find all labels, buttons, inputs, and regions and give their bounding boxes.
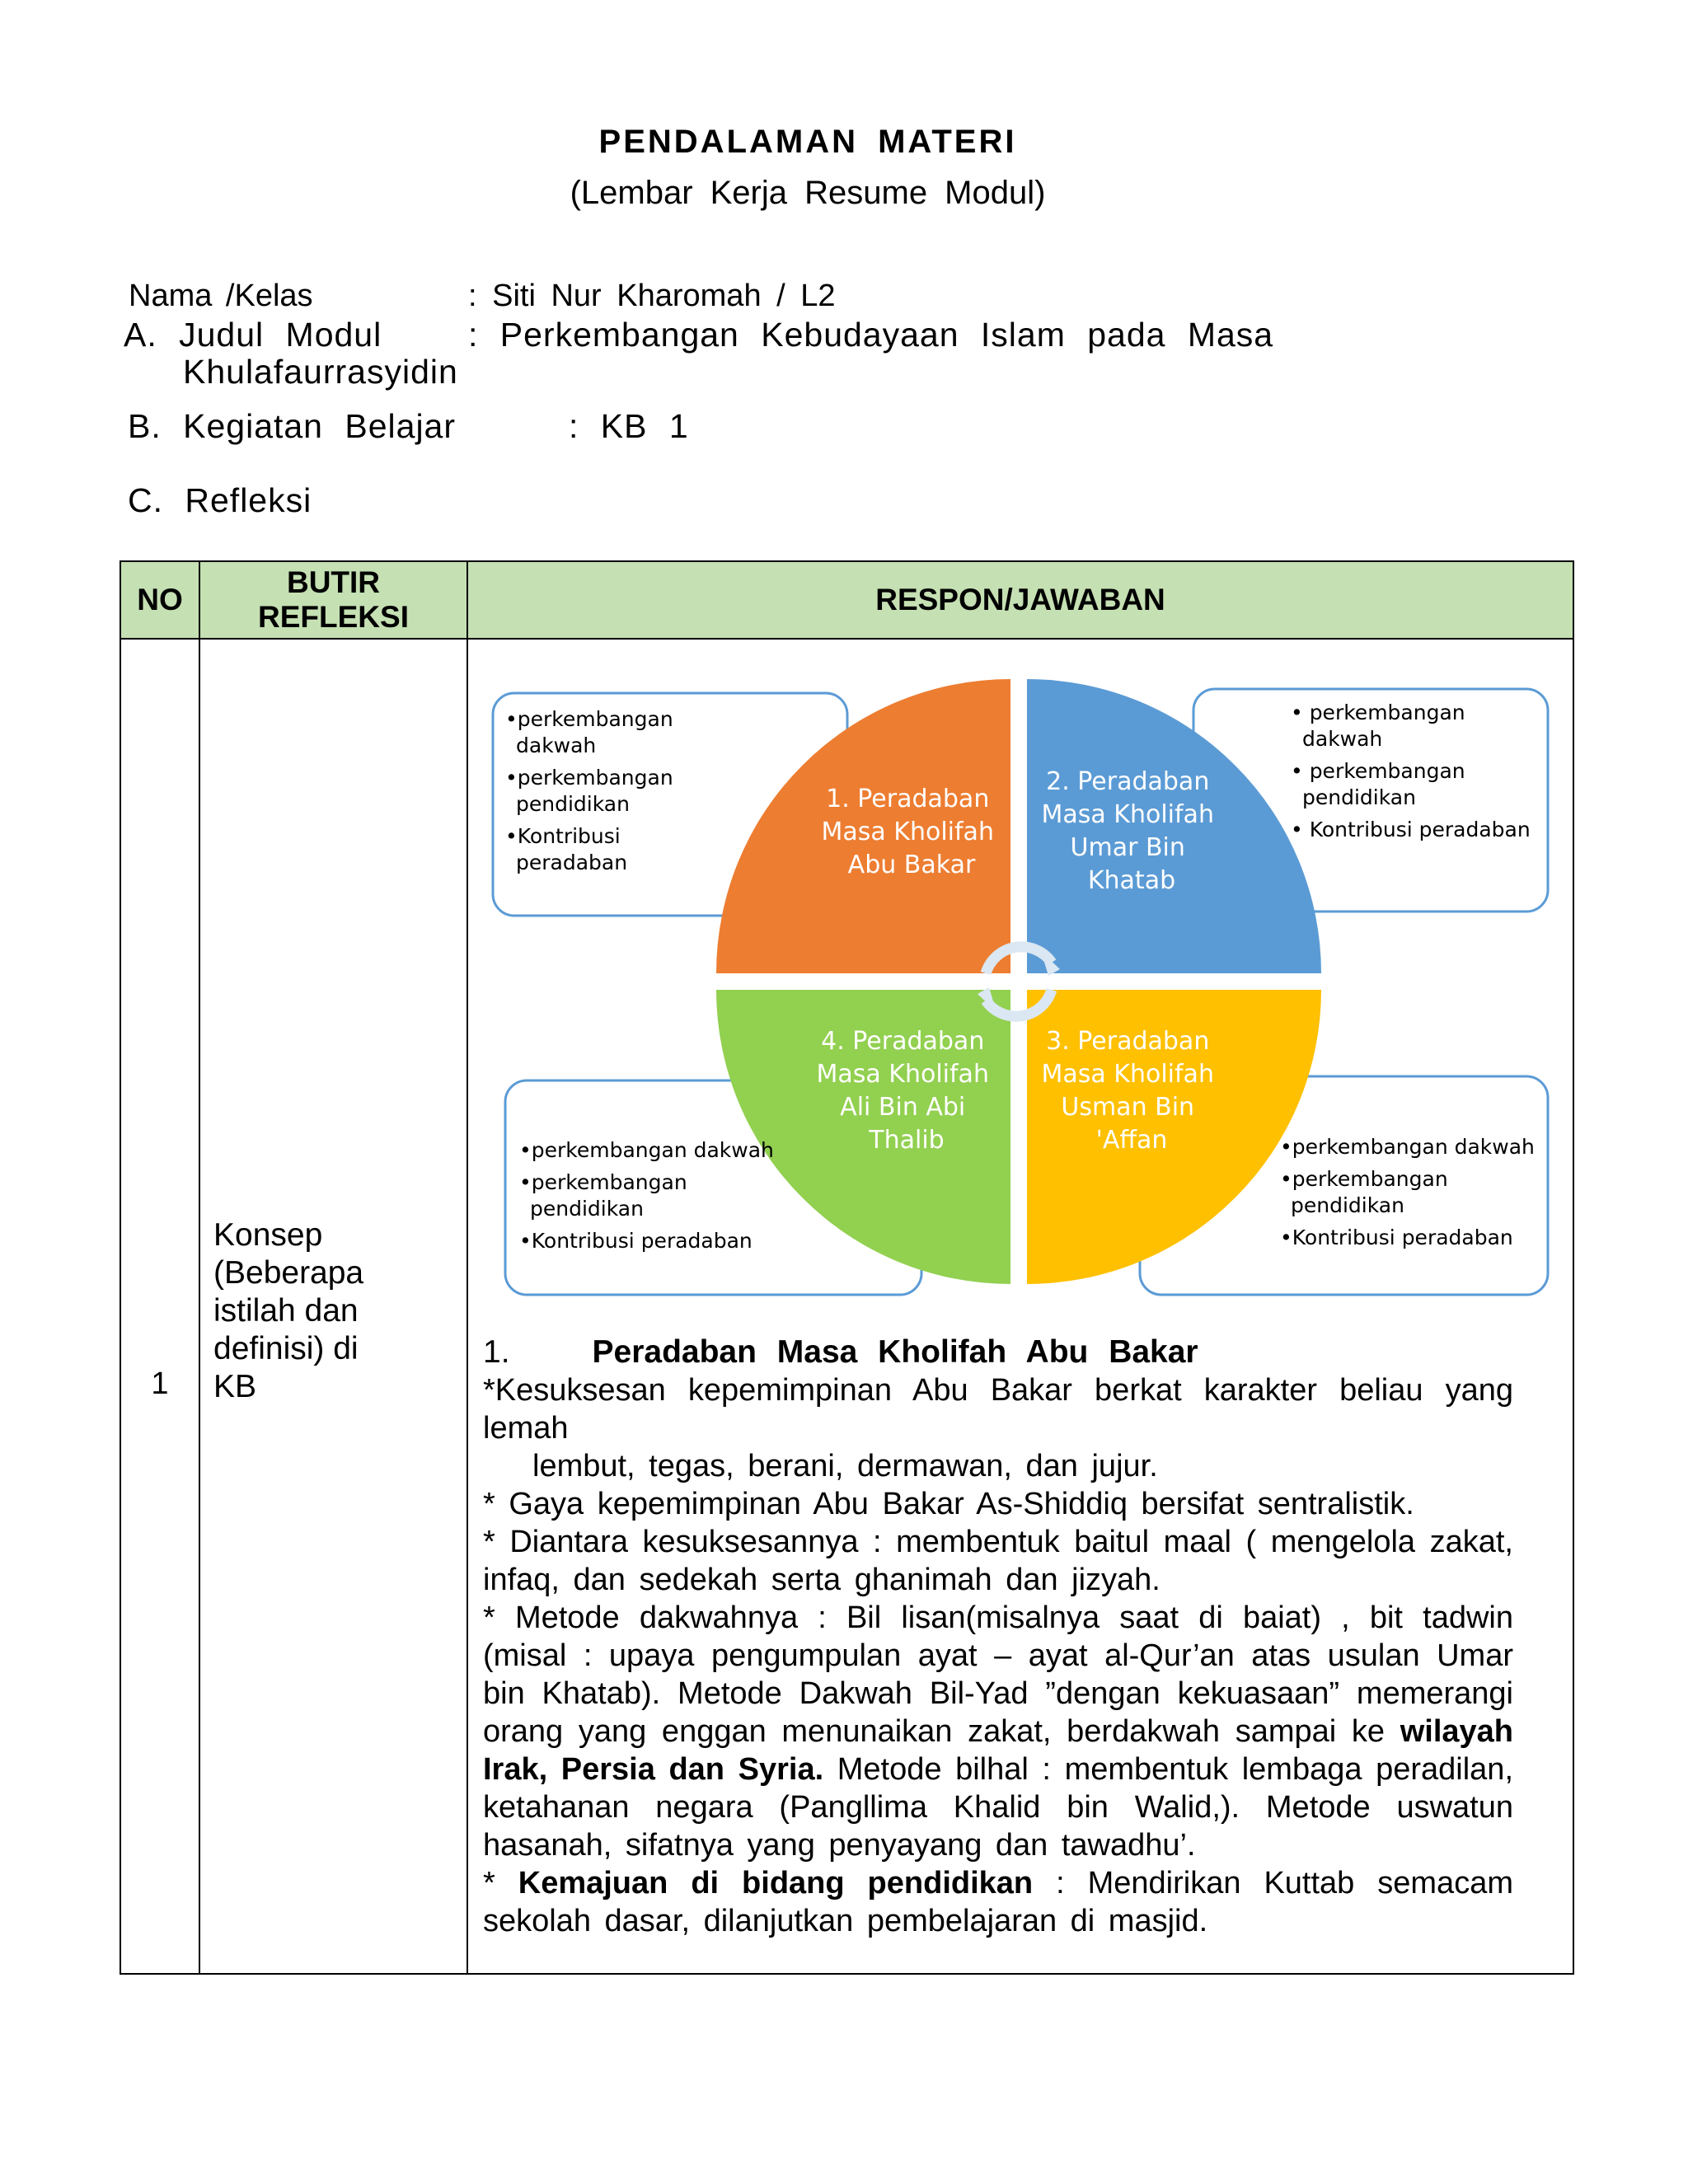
- header-butir-line1: BUTIR: [286, 565, 381, 599]
- response-text: [483, 1333, 1513, 1940]
- kegiatan-label: B. Kegiatan Belajar: [128, 407, 457, 445]
- header-butir: [199, 561, 467, 639]
- box-text-top-right: • perkembangan dakwah • perkembangan pendidikan • Kontribusi peradaban: [1291, 701, 1531, 841]
- header-no: NO: [120, 561, 199, 639]
- judul-continuation: Khulafaurrasyidin: [183, 353, 458, 391]
- table-row: [120, 639, 1573, 1974]
- row-no-cell: [120, 639, 199, 1974]
- paragraph-4-c: Metode bilhal : membentuk lembaga peradilan, ketahanan negara (Pangllima Khalid bin Walid,). Metode uswatun hasanah, sifatnya yang penyayang dan tawadhu’.: [483, 1752, 1513, 1863]
- paragraph-1b: lembut, tegas, berani, dermawan, dan jujur.: [532, 1449, 1158, 1483]
- paragraph-4: [483, 1599, 1513, 1864]
- table-header-row: [120, 561, 1573, 639]
- row-number: 1: [151, 1366, 169, 1401]
- nama-label: Nama /Kelas: [129, 279, 313, 313]
- heading-number: 1.: [483, 1334, 510, 1370]
- box-text-bottom-left: •perkembangan dakwah •perkembangan pendidikan •Kontribusi peradaban: [519, 1138, 774, 1253]
- judul-value: : Perkembangan Kebudayaan Islam pada Masa: [468, 316, 1274, 354]
- paragraph-4-b: wilayah Irak, Persia dan Syria.: [483, 1714, 1513, 1787]
- row-response-cell: [467, 639, 1573, 1974]
- judul-label: A. Judul Modul: [124, 316, 382, 354]
- kegiatan-value: : KB 1: [569, 407, 689, 445]
- paragraph-2: * Gaya kepemimpinan Abu Bakar As-Shiddiq bersifat sentralistik.: [483, 1487, 1414, 1521]
- page-subtitle: (Lembar Kerja Resume Modul): [570, 175, 1046, 211]
- page-title: PENDALAMAN MATERI: [598, 124, 1017, 160]
- label-q1: 1. Peradaban Masa Kholifah Abu Bakar: [821, 785, 994, 879]
- reflection-table: [120, 560, 1574, 1975]
- heading-text: Peradaban Masa Kholifah Abu Bakar: [592, 1334, 1198, 1370]
- paragraph-4-a: * Metode dakwahnya : Bil lisan(misalnya saat di baiat) , bit tadwin (misal : upaya pengumpulan ayat – ayat al-Qur’an atas usulan Umar bin Khatab). Metode Dakwah Bil-Yad ”dengan kekuasaan” memerangi orang yang enggan menunaikan zakat, berdakwah sampai ke: [483, 1601, 1513, 1749]
- paragraph-5-b: Kemajuan di bidang pendidikan: [518, 1866, 1034, 1900]
- paragraph-5: [483, 1864, 1513, 1940]
- refleksi-label: C. Refleksi: [128, 481, 312, 519]
- row-butir-text: Konsep (Beberapa istilah dan definisi) di KB: [213, 1217, 364, 1404]
- header-butir-line2: REFLEKSI: [258, 600, 409, 634]
- paragraph-5-c: : Mendirikan Kuttab semacam sekolah dasar, dilanjutkan pembelajaran di masjid.: [483, 1866, 1513, 1938]
- row-butir-cell: [199, 639, 467, 1974]
- nama-value: : Siti Nur Kharomah / L2: [468, 279, 836, 313]
- paragraph-5-a: *: [483, 1866, 518, 1900]
- label-q4: 4. Peradaban Masa Kholifah Ali Bin Abi Thalib: [816, 1027, 989, 1155]
- header-respon: RESPON/JAWABAN: [467, 561, 1573, 639]
- label-q3: 3. Peradaban Masa Kholifah Usman Bin 'Affan: [1041, 1027, 1214, 1155]
- cycle-diagram: [468, 640, 1560, 1315]
- box-text-top-left: •perkembangan dakwah •perkembangan pendidikan •Kontribusi peradaban: [505, 707, 673, 874]
- response-heading: [483, 1333, 1513, 1371]
- box-text-bottom-right: •perkembangan dakwah •perkembangan pendidikan •Kontribusi peradaban: [1280, 1135, 1535, 1249]
- paragraph-1: *Kesuksesan kepemimpinan Abu Bakar berkat karakter beliau yang lemah: [483, 1373, 1513, 1446]
- paragraph-3: * Diantara kesuksesannya : membentuk baitul maal ( mengelola zakat, infaq, dan sedekah serta ghanimah dan jizyah.: [483, 1525, 1513, 1597]
- label-q2: 2. Peradaban Masa Kholifah Umar Bin Khatab: [1041, 767, 1214, 895]
